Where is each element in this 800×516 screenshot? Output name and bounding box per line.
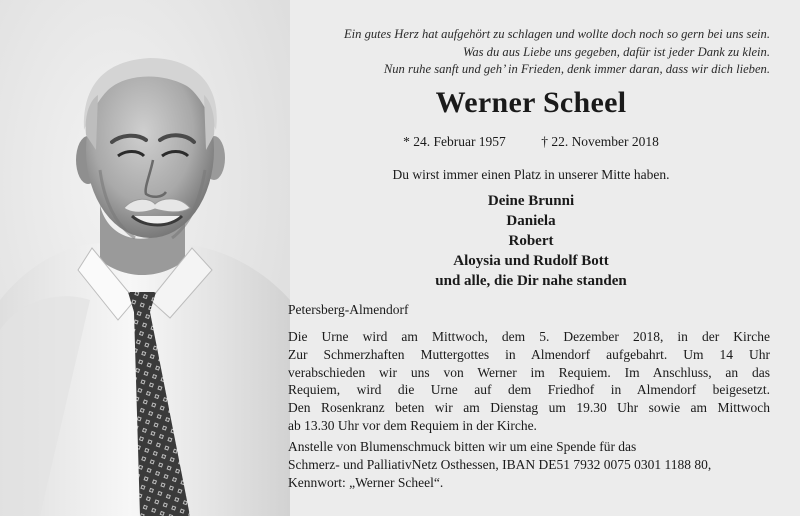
birth-date: * 24. Februar 1957 [403,134,506,149]
text-line: ab 13.30 Uhr vor dem Requiem in der Kirche. [288,417,537,433]
mourner: Deine Brunni [487,193,575,209]
death-date: † 22. November 2018 [541,134,659,149]
poem [250,26,770,79]
text-line: Anstelle von Blumenschmuck bitten wir um eine Spende für das [288,439,637,454]
text-line: Requiem, wird die Urne auf dem Friedhof in Almendorf beigesetzt. [288,382,770,398]
place-name: Petersberg-Almendorf [288,302,409,317]
text-line: Schmerz- und PalliativNetz Osthessen, IBAN DE51 7932 0075 0301 1188 80, [288,456,712,472]
text-line: Den Rosenkranz beten wir am Dienstag um 19.30 Uhr sowie am Mittwoch [288,400,770,416]
text-line: verabschieden wir uns von Werner im Requiem. Im Anschluss, an das [288,364,770,380]
text-line: Kennwort: „Werner Scheel“. [288,474,444,490]
text-line: Die Urne wird am Mittwoch, dem 5. Dezember 2018, in der Kirche [288,329,770,344]
deceased-name: Werner Scheel [435,86,627,119]
life-dates [290,134,772,150]
poem-line: Ein gutes Herz hat aufgehört zu schlagen und wollte doch noch so gern bei uns sein. [343,27,770,41]
donation-note [288,438,770,491]
mourner: Daniela [506,213,556,229]
funeral-details [288,328,770,435]
mourner: und alle, die Dir nahe standen [435,273,627,289]
mourner: Robert [508,233,554,249]
portrait-photo [0,0,290,516]
memorial-tagline: Du wirst immer einen Platz in unserer Mitte haben. [392,167,670,182]
poem-line: Was du aus Liebe uns gegeben, dafür ist jeder Dank zu klein. [463,44,770,59]
mourner: Aloysia und Rudolf Bott [453,253,609,269]
mourners-list [290,191,772,291]
text-line: Zur Schmerzhaften Muttergottes in Almendorf aufgebahrt. Um 14 Uhr [288,346,770,362]
poem-line: Nun ruhe sanft und geh’ in Frieden, denk immer daran, dass wir dich lieben. [383,62,770,76]
